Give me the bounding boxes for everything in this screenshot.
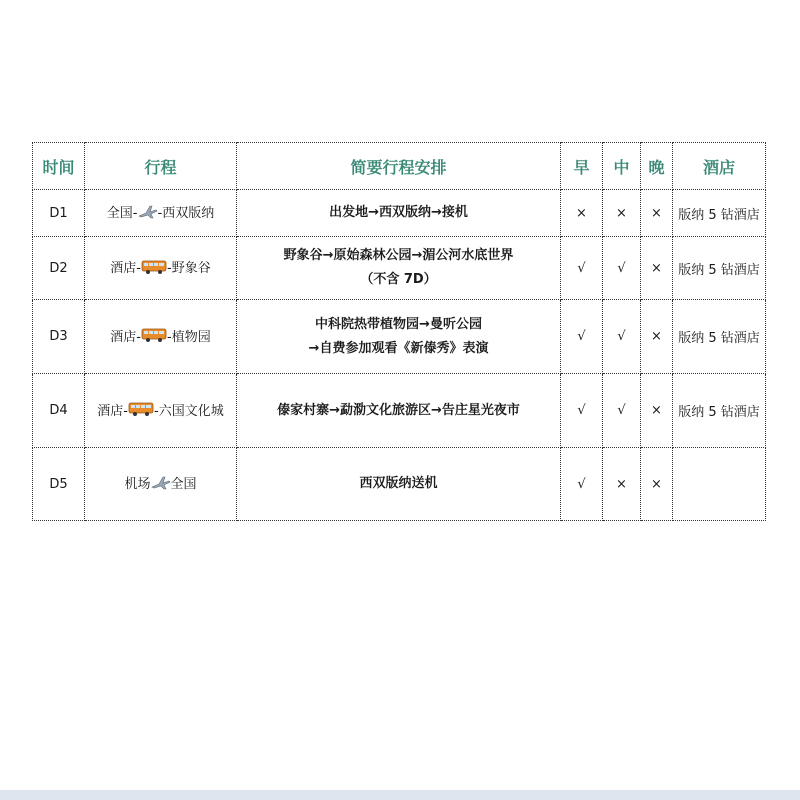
day-cell: D4 — [33, 374, 85, 448]
table-row — [33, 237, 766, 300]
bus-icon — [141, 259, 167, 279]
route-cell — [85, 300, 237, 374]
summary-cell — [237, 448, 561, 521]
day-cell: D3 — [33, 300, 85, 374]
table-row — [33, 448, 766, 521]
day-cell: D1 — [33, 190, 85, 237]
airplane-icon — [151, 475, 171, 495]
summary-line1: 野象谷→原始森林公园→湄公河水底世界 — [283, 248, 514, 263]
header-summary: 简要行程安排 — [237, 143, 561, 190]
route-cell — [85, 237, 237, 300]
lunch-cell: × — [603, 448, 641, 521]
hotel-cell: 版纳 5 钻酒店 — [673, 300, 766, 374]
header-hotel: 酒店 — [673, 143, 766, 190]
dinner-cell: × — [641, 237, 673, 300]
lunch-cell: √ — [603, 300, 641, 374]
breakfast-cell: √ — [561, 448, 603, 521]
lunch-cell: √ — [603, 374, 641, 448]
hotel-cell: 版纳 5 钻酒店 — [673, 374, 766, 448]
route-to: -西双版纳 — [157, 206, 215, 222]
bus-icon — [141, 327, 167, 347]
summary-cell — [237, 237, 561, 300]
summary-line2: →自费参加观看《新傣秀》表演 — [308, 340, 489, 356]
header-lunch: 中 — [603, 143, 641, 190]
dinner-cell: × — [641, 448, 673, 521]
header-breakfast: 早 — [561, 143, 603, 190]
route-from: 全国- — [106, 206, 138, 222]
dinner-cell: × — [641, 374, 673, 448]
header-dinner: 晚 — [641, 143, 673, 190]
route-cell — [85, 190, 237, 237]
dinner-cell: × — [641, 300, 673, 374]
hotel-cell — [673, 448, 766, 521]
breakfast-cell: √ — [561, 300, 603, 374]
summary-line1: 中科院热带植物园→曼听公园 — [315, 316, 482, 332]
route-from: 酒店- — [110, 261, 141, 277]
itinerary-table — [32, 142, 766, 521]
summary-line1: 傣家村寨→勐泐文化旅游区→告庄星光夜市 — [277, 402, 520, 418]
summary-line2: （不含 7D） — [360, 272, 437, 287]
route-to: -野象谷 — [167, 261, 211, 277]
route-to: -植物园 — [167, 329, 211, 345]
day-cell: D2 — [33, 237, 85, 300]
summary-cell — [237, 374, 561, 448]
route-cell — [85, 448, 237, 521]
table-header-row — [33, 143, 766, 190]
summary-line1: 出发地→西双版纳→接机 — [329, 205, 468, 220]
table-row — [33, 190, 766, 237]
route-cell — [85, 374, 237, 448]
route-from: 酒店- — [97, 403, 128, 419]
day-cell: D5 — [33, 448, 85, 521]
table-row — [33, 300, 766, 374]
header-route: 行程 — [85, 143, 237, 190]
header-time: 时间 — [33, 143, 85, 190]
bottom-strip — [0, 790, 800, 800]
lunch-cell: √ — [603, 237, 641, 300]
airplane-icon — [138, 204, 158, 224]
breakfast-cell: × — [561, 190, 603, 237]
route-to: 全国 — [170, 477, 197, 493]
lunch-cell: × — [603, 190, 641, 237]
breakfast-cell: √ — [561, 237, 603, 300]
route-from: 酒店- — [110, 329, 141, 345]
breakfast-cell: √ — [561, 374, 603, 448]
summary-line1: 西双版纳送机 — [359, 476, 438, 491]
dinner-cell: × — [641, 190, 673, 237]
table-row — [33, 374, 766, 448]
hotel-cell: 版纳 5 钻酒店 — [673, 190, 766, 237]
hotel-cell: 版纳 5 钻酒店 — [673, 237, 766, 300]
route-from: 机场 — [124, 477, 151, 493]
summary-cell — [237, 190, 561, 237]
route-to: -六国文化城 — [154, 403, 224, 419]
bus-icon — [128, 401, 154, 421]
summary-cell — [237, 300, 561, 374]
